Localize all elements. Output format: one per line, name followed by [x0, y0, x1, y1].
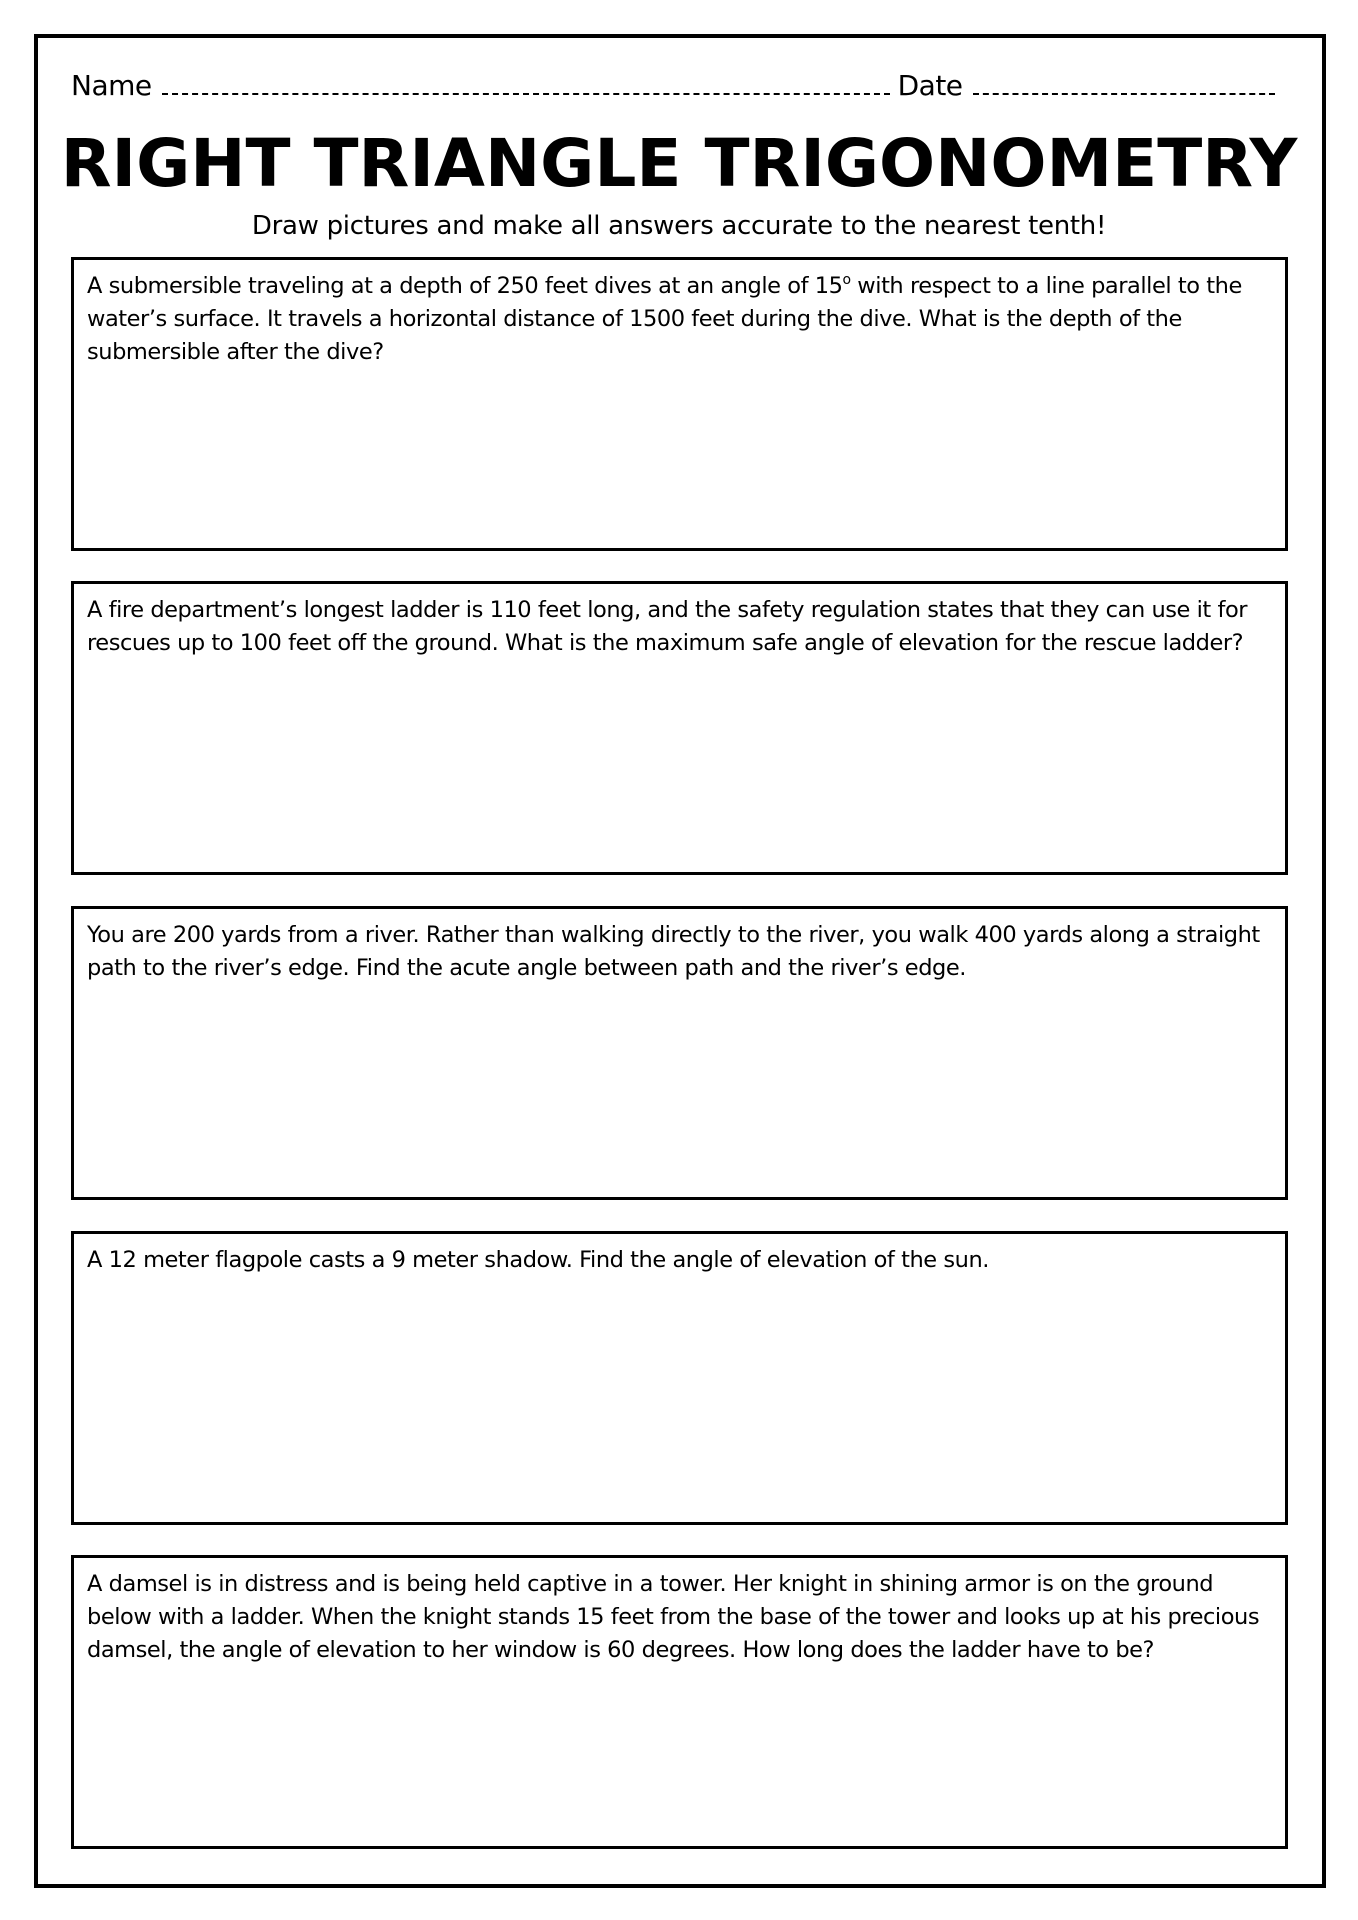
question-text: A fire department’s longest ladder is 110 feet long, and the safety regulation states that they can use it for rescues up to 100 feet off the ground. What is the maximum safe angle of elevation for the rescue ladder? [87, 597, 1248, 656]
name-label: Name [71, 69, 152, 102]
question-box-2[interactable] [71, 581, 1288, 875]
question-text: A submersible traveling at a depth of 250 feet dives at an angle of 15$^o$ with respect to a line parallel to the water’s surface. It travels a horizontal distance of 1500 feet during the dive. What is the depth of the submersible after the dive? [87, 272, 1242, 365]
worksheet-instructions: Draw pictures and make all answers accurate to the nearest tenth! [251, 211, 1107, 241]
question-text: You are 200 yards from a river. Rather than walking directly to the river, you walk 400 yards along a straight path to the river’s edge. Find the acute angle between path and the river’s edge. [87, 922, 1260, 981]
question-box-3[interactable] [71, 906, 1288, 1200]
date-blank-line[interactable] [973, 71, 1275, 95]
question-box-1[interactable] [71, 257, 1288, 551]
name-blank-line[interactable] [162, 71, 890, 95]
question-box-4[interactable] [71, 1231, 1288, 1525]
question-box-5[interactable] [71, 1555, 1288, 1849]
student-info-row [71, 66, 1287, 106]
question-text: A 12 meter flagpole casts a 9 meter shadow. Find the angle of elevation of the sun. [87, 1247, 989, 1273]
date-label: Date [897, 69, 963, 102]
question-text: A damsel is in distress and is being held captive in a tower. Her knight in shining armor is on the ground below with a ladder. When the knight stands 15 feet from the base of the tower and looks up at his precious damsel, the angle of elevation to her window is 60 degrees. How long does the ladder have to be? [87, 1571, 1260, 1663]
worksheet-title: RIGHT TRIANGLE TRIGONOMETRY [60, 125, 1298, 202]
degree-symbol: o [842, 272, 851, 288]
